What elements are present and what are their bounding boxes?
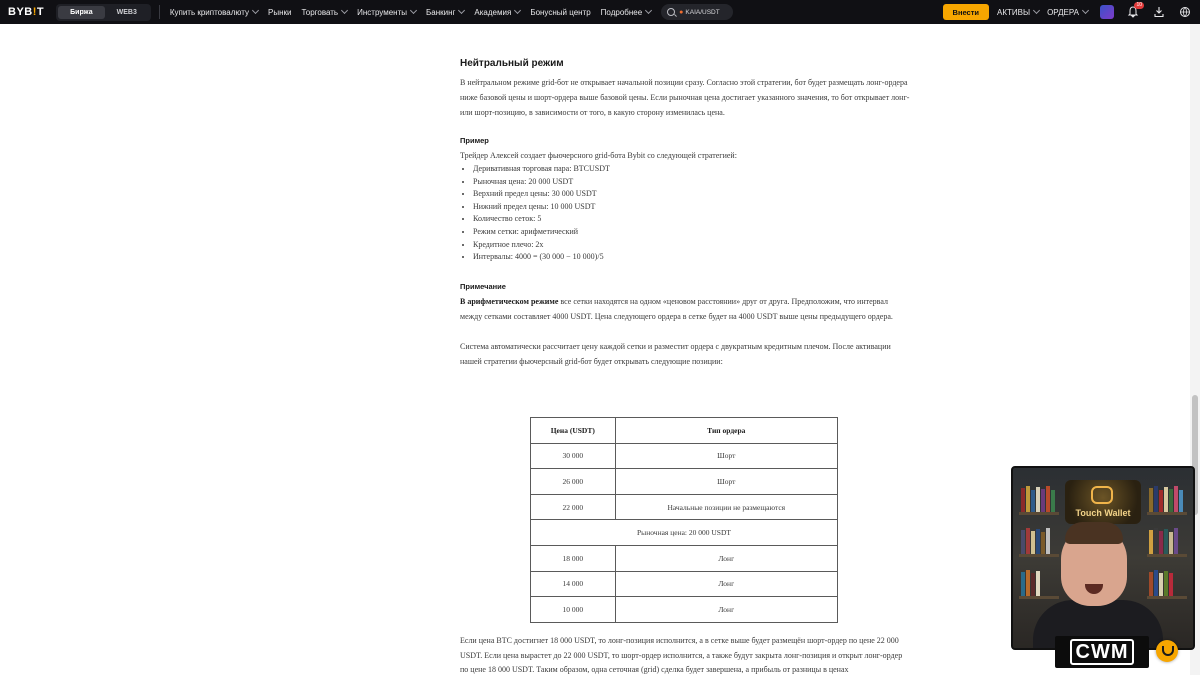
- book: [1021, 530, 1025, 554]
- touch-wallet-logo-icon: [1091, 486, 1113, 504]
- cell-price: 22 000: [531, 494, 616, 520]
- section-title: Нейтральный режим: [460, 58, 564, 69]
- bookshelf: [1147, 596, 1187, 599]
- list-item: • Деривативная торговая пара: BTCUSDT: [473, 163, 910, 176]
- book: [1164, 571, 1168, 596]
- book: [1159, 490, 1163, 512]
- header-price: Цена (USDT): [531, 418, 616, 444]
- system-paragraph: Система автоматически рассчитает цену каждой сетки и разместит ордера с двукратным кредитным плечом. После активации нашей стратегии фьючерсный grid-бот будет открывать следующие позиции:: [460, 341, 891, 366]
- article-continued: [460, 634, 910, 678]
- book: [1149, 488, 1153, 512]
- book: [1026, 528, 1030, 554]
- list-item: • Нижний предел цены: 10 000 USDT: [473, 201, 910, 214]
- nav-label: Рынки: [268, 7, 292, 17]
- cell-type: Шорт: [615, 469, 837, 495]
- note-bold: В арифметическом режиме: [460, 296, 559, 306]
- cwm-watermark-text: CWM: [1070, 639, 1135, 665]
- positions-table: [530, 417, 838, 623]
- table-row: [531, 571, 838, 597]
- intro-paragraph: В нейтральном режиме grid-бот не открывает начальной позиции сразу. Согласно этой стратегии, бот будет размещать лонг-ордера ниже базовой цены и шорт-ордера выше базовой цены. Если рыночная цена достигает указанного значения, то бот открывает лонг- или шорт-позицию, в зависимости от того, в какую сторону изменилась цена.: [460, 78, 910, 117]
- nav-label: Купить криптовалюту: [169, 7, 249, 17]
- cell-price: 10 000: [531, 597, 616, 623]
- cell-price: 30 000: [531, 443, 616, 469]
- table-row: [531, 469, 838, 495]
- list-item: • Кредитное плечо: 2x: [473, 239, 910, 252]
- cell-price: 26 000: [531, 469, 616, 495]
- book: [1036, 487, 1040, 512]
- table-row: [531, 494, 838, 520]
- book: [1174, 528, 1178, 554]
- table-row: [531, 443, 838, 469]
- chevron-down-icon: [514, 7, 521, 14]
- book: [1031, 490, 1035, 512]
- note-text: все сетки находятся на одном «ценовом расстоянии» друг от друга. Предположим, что интервал между сетками составляет 4000 USDT. Цена следующего ордера в сетке будет на 4000 USDT выше цены предыдущего ордера.: [460, 296, 893, 321]
- book: [1021, 572, 1025, 596]
- nav-more[interactable]: [601, 8, 652, 17]
- chevron-down-icon: [1082, 7, 1089, 14]
- nav-bonus-center[interactable]: [530, 8, 590, 17]
- book: [1169, 532, 1173, 554]
- book: [1179, 490, 1183, 512]
- top-navigation: [0, 0, 1200, 24]
- mode-switch: [56, 4, 151, 21]
- book: [1154, 486, 1158, 512]
- list-item: • Количество сеток: 5: [473, 213, 910, 226]
- chevron-down-icon: [1033, 7, 1040, 14]
- cell-type: Шорт: [615, 443, 837, 469]
- nav-label: Бонусный центр: [530, 7, 591, 17]
- book: [1051, 490, 1055, 512]
- bookshelf: [1147, 554, 1187, 557]
- book: [1164, 529, 1168, 554]
- note-title: Примечание: [460, 281, 506, 291]
- chevron-down-icon: [341, 7, 348, 14]
- nav-banking[interactable]: [426, 8, 464, 17]
- download-icon: [1153, 6, 1165, 18]
- notifications-button[interactable]: [1126, 2, 1142, 19]
- nav-assets[interactable]: [997, 8, 1039, 17]
- fire-icon: ●: [679, 8, 684, 16]
- presenter-hair: [1065, 522, 1123, 544]
- bookshelf: [1019, 596, 1059, 599]
- cell-type: Лонг: [615, 545, 837, 571]
- book: [1169, 489, 1173, 512]
- search-input[interactable]: [661, 4, 733, 20]
- book: [1036, 571, 1040, 596]
- table-row-market-price: [531, 520, 838, 546]
- bottom-paragraph: Если цена BTC достигнет 18 000 USDT, то лонг-позиция исполнится, а в сетке выше будет размещён шорт-ордер по цене 22 000 USDT. Если цена вырастет до 22 000 USDT, то шорт-ордер исполнится, а также будут закрыта лонг-позиция и открыт лонг-ордер по цене 18 000 USDT. Таким образом, одна сеточная (grid) сделка будет завершена, а прибыль от разницы в ценах: [460, 636, 903, 674]
- book: [1149, 572, 1153, 596]
- book: [1046, 528, 1050, 554]
- logo-text-mid: !: [32, 6, 37, 18]
- book: [1164, 487, 1168, 512]
- book: [1169, 573, 1173, 596]
- book: [1026, 570, 1030, 596]
- table-row: [531, 597, 838, 623]
- touch-wallet-sign-text: Touch Wallet: [1075, 508, 1131, 518]
- nav-academy[interactable]: [474, 8, 520, 17]
- nav-buy-crypto[interactable]: [170, 8, 258, 17]
- cell-market-price: Рыночная цена: 20 000 USDT: [531, 520, 838, 546]
- book: [1041, 532, 1045, 554]
- chevron-down-icon: [252, 7, 259, 14]
- cwm-watermark: [1055, 636, 1149, 668]
- note-paragraph: [460, 294, 910, 324]
- cell-price: 14 000: [531, 571, 616, 597]
- book: [1026, 486, 1030, 512]
- book: [1159, 573, 1163, 596]
- nav-label: Банкинг: [426, 7, 456, 17]
- list-item: • Интервалы: 4000 = (30 000 − 10 000)/5: [473, 251, 910, 264]
- cell-type: Лонг: [615, 597, 837, 623]
- header-order-type: Тип ордера: [615, 418, 837, 444]
- support-chat-button[interactable]: [1156, 640, 1178, 662]
- bookshelf: [1147, 512, 1187, 515]
- book: [1046, 486, 1050, 512]
- nav-label: АКТИВЫ: [997, 7, 1031, 17]
- deposit-button[interactable]: Внести: [943, 4, 989, 20]
- book: [1031, 573, 1035, 596]
- bookshelf: [1019, 554, 1059, 557]
- list-item: • Верхний предел цены: 30 000 USDT: [473, 188, 910, 201]
- chevron-down-icon: [645, 7, 652, 14]
- nav-trade[interactable]: [301, 8, 347, 17]
- list-item: • Рыночная цена: 20 000 USDT: [473, 176, 910, 189]
- book: [1149, 530, 1153, 554]
- nav-tools[interactable]: [357, 8, 416, 17]
- nav-orders[interactable]: [1047, 8, 1088, 17]
- globe-icon: [1179, 6, 1191, 18]
- book: [1154, 528, 1158, 554]
- webcam-overlay: [1011, 466, 1195, 650]
- nav-label: Торговать: [301, 7, 339, 17]
- example-intro: Трейдер Алексей создает фьючерсного grid-бота Bybit со следующей стратегией:: [460, 151, 737, 160]
- tab-exchange[interactable]: Биржа: [58, 6, 104, 19]
- book: [1036, 529, 1040, 554]
- book: [1031, 531, 1035, 554]
- table-header-row: [531, 418, 838, 444]
- bookshelf: [1019, 512, 1059, 515]
- chevron-down-icon: [410, 7, 417, 14]
- avatar[interactable]: [1100, 5, 1114, 19]
- search-value: KAIA/USDT: [685, 8, 720, 16]
- search-icon: [667, 8, 675, 16]
- article-body: [460, 24, 910, 369]
- cell-type: Начальные позиции не размещаются: [615, 494, 837, 520]
- cell-price: 18 000: [531, 545, 616, 571]
- book: [1041, 489, 1045, 512]
- example-title: Пример: [460, 136, 489, 145]
- nav-divider: [159, 5, 160, 19]
- settings-button[interactable]: [1178, 5, 1192, 19]
- download-button[interactable]: [1152, 5, 1166, 19]
- logo-text-left: BYB: [8, 6, 33, 18]
- cell-type: Лонг: [615, 571, 837, 597]
- table-row: [531, 545, 838, 571]
- example-list: [460, 163, 910, 264]
- book: [1174, 486, 1178, 512]
- avatar-icon: [1100, 5, 1114, 19]
- book: [1159, 531, 1163, 554]
- book: [1021, 488, 1025, 512]
- chevron-down-icon: [458, 7, 465, 14]
- nav-label: ОРДЕРА: [1047, 7, 1079, 17]
- tab-web3[interactable]: WEB3: [116, 8, 137, 16]
- list-item: • Режим сетки: арифметический: [473, 226, 910, 239]
- notification-count: 10: [1136, 2, 1142, 8]
- logo-text-right: T: [36, 6, 45, 18]
- nav-label: Инструменты: [357, 7, 407, 17]
- nav-label: Академия: [474, 7, 512, 17]
- bybit-logo[interactable]: [8, 6, 44, 18]
- nav-label: Подробнее: [600, 7, 643, 17]
- nav-markets[interactable]: [268, 8, 291, 17]
- book: [1154, 570, 1158, 596]
